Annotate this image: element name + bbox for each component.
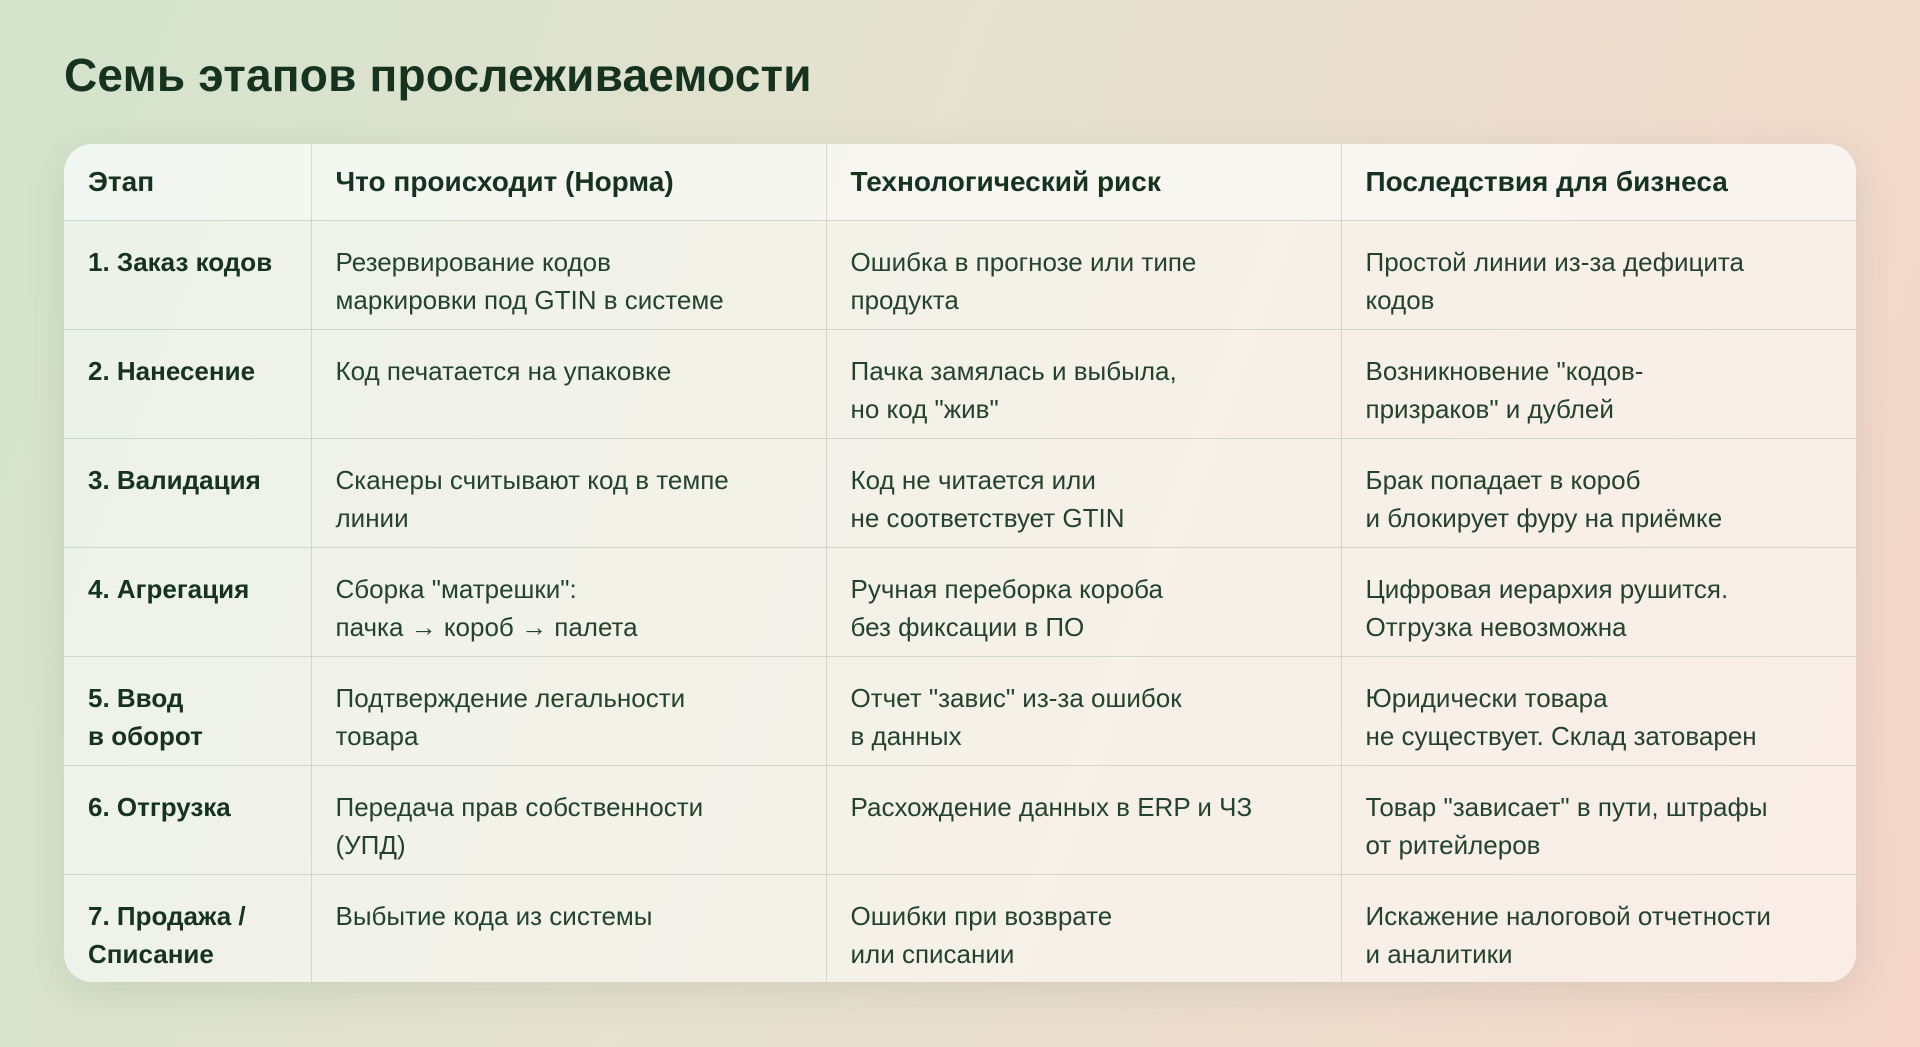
header-tech-risk: Технологический риск — [826, 144, 1341, 220]
table-row — [64, 547, 1856, 656]
traceability-table-card — [64, 144, 1856, 982]
impact-text: Юридически товара не существует. Склад затоварен — [1365, 682, 1757, 751]
header-business-impact: Последствия для бизнеса — [1341, 144, 1856, 220]
norm-cell — [311, 874, 826, 982]
norm-cell — [311, 329, 826, 438]
stage-text: 7. Продажа / Списание — [88, 900, 246, 969]
risk-text: Отчет "завис" из-за ошибок в данных — [850, 682, 1182, 751]
risk-cell — [826, 874, 1341, 982]
norm-text: Резервирование кодов маркировки под GTIN в системе — [335, 246, 724, 315]
risk-cell — [826, 765, 1341, 874]
norm-cell — [311, 438, 826, 547]
risk-text: Ошибка в прогнозе или типе продукта — [850, 246, 1197, 315]
impact-cell — [1341, 438, 1856, 547]
norm-cell — [311, 547, 826, 656]
norm-text: Сканеры считывают код в темпе линии — [335, 464, 729, 533]
table-row — [64, 874, 1856, 982]
page-title: Семь этапов прослеживаемости — [64, 49, 812, 101]
stage-cell — [64, 329, 311, 438]
risk-cell — [826, 656, 1341, 765]
impact-text: Возникновение "кодов- призраков" и дублей — [1365, 355, 1644, 424]
impact-text: Товар "зависает" в пути, штрафы от ритейлеров — [1365, 791, 1768, 860]
stage-text: 5. Ввод в оборот — [88, 682, 203, 751]
norm-cell — [311, 220, 826, 329]
table-row — [64, 329, 1856, 438]
norm-text: Выбытие кода из системы — [335, 900, 653, 931]
norm-text: Передача прав собственности (УПД) — [335, 791, 704, 860]
table-row — [64, 656, 1856, 765]
impact-cell — [1341, 220, 1856, 329]
stage-cell — [64, 547, 311, 656]
stage-text: 2. Нанесение — [88, 355, 256, 386]
risk-cell — [826, 547, 1341, 656]
stage-text: 4. Агрегация — [88, 573, 250, 604]
table-row — [64, 765, 1856, 874]
stage-cell — [64, 765, 311, 874]
header-stage: Этап — [64, 144, 311, 220]
header-norm: Что происходит (Норма) — [311, 144, 826, 220]
risk-text: Код не читается или не соответствует GTIN — [850, 464, 1125, 533]
norm-cell — [311, 765, 826, 874]
impact-text: Искажение налоговой отчетности и аналитики — [1365, 900, 1771, 969]
stage-text: 1. Заказ кодов — [88, 246, 273, 277]
table-header-row — [64, 144, 1856, 220]
traceability-table — [64, 144, 1856, 982]
stage-text: 3. Валидация — [88, 464, 261, 495]
stage-text: 6. Отгрузка — [88, 791, 231, 822]
norm-text: Код печатается на упаковке — [335, 355, 672, 386]
impact-cell — [1341, 547, 1856, 656]
stage-cell — [64, 656, 311, 765]
risk-text: Расхождение данных в ERP и ЧЗ — [850, 791, 1253, 822]
impact-text: Простой линии из-за дефицита кодов — [1365, 246, 1744, 315]
norm-cell — [311, 656, 826, 765]
table-row — [64, 438, 1856, 547]
norm-text: Сборка "матрешки": пачка → короб → палета — [335, 573, 638, 642]
impact-cell — [1341, 329, 1856, 438]
table-row — [64, 220, 1856, 329]
stage-cell — [64, 438, 311, 547]
risk-cell — [826, 220, 1341, 329]
risk-text: Ошибки при возврате или списании — [850, 900, 1113, 969]
norm-text: Подтверждение легальности товара — [335, 682, 686, 751]
stage-cell — [64, 874, 311, 982]
impact-cell — [1341, 765, 1856, 874]
risk-cell — [826, 438, 1341, 547]
stage-cell — [64, 220, 311, 329]
risk-cell — [826, 329, 1341, 438]
risk-text: Пачка замялась и выбыла, но код "жив" — [850, 355, 1177, 424]
impact-cell — [1341, 874, 1856, 982]
risk-text: Ручная переборка короба без фиксации в ПО — [850, 573, 1163, 642]
impact-text: Цифровая иерархия рушится. Отгрузка невозможна — [1365, 573, 1729, 642]
impact-cell — [1341, 656, 1856, 765]
impact-text: Брак попадает в короб и блокирует фуру на приёмке — [1365, 464, 1723, 533]
